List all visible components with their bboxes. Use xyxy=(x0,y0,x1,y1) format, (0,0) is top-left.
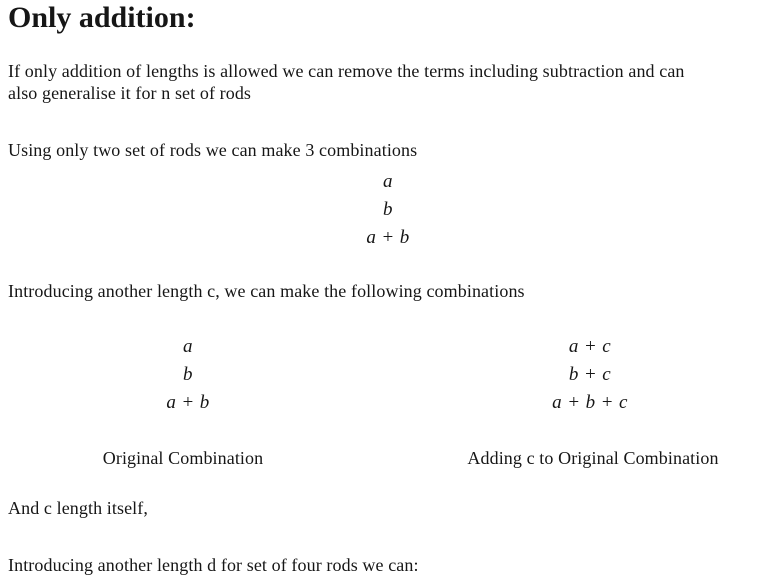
intro-paragraph xyxy=(8,60,756,104)
paragraph-line: If only addition of lengths is allowed we can remove the terms including subtraction and can xyxy=(8,61,685,81)
two-rods-combinations xyxy=(14,168,762,252)
two-rods-lead-text: Using only two set of rods we can make 3 combinations xyxy=(8,140,418,160)
math-combination: b + c xyxy=(568,364,612,385)
three-rods-lead-text: Introducing another length c, we can make the following combinations xyxy=(8,281,525,301)
math-combination: a + b xyxy=(366,227,410,248)
math-combination: a xyxy=(183,336,193,357)
math-combination: a xyxy=(383,171,393,192)
left-column-caption: Original Combination xyxy=(102,448,264,468)
section-heading: Only addition: xyxy=(8,1,196,34)
math-combination: a + b + c xyxy=(552,392,628,413)
math-combination: b xyxy=(183,364,193,385)
math-combination: b xyxy=(383,199,393,220)
c-length-note: And c length itself, xyxy=(8,498,148,518)
right-column-caption: Adding c to Original Combination xyxy=(467,448,719,468)
added-c-combinations-column xyxy=(490,333,690,417)
paragraph-line: also generalise it for n set of rods xyxy=(8,83,252,103)
math-combination: a + b xyxy=(166,392,210,413)
original-combinations-column xyxy=(88,333,288,417)
math-combination: a + c xyxy=(568,336,612,357)
four-rods-lead-text: Introducing another length d for set of four rods we can: xyxy=(8,555,419,575)
